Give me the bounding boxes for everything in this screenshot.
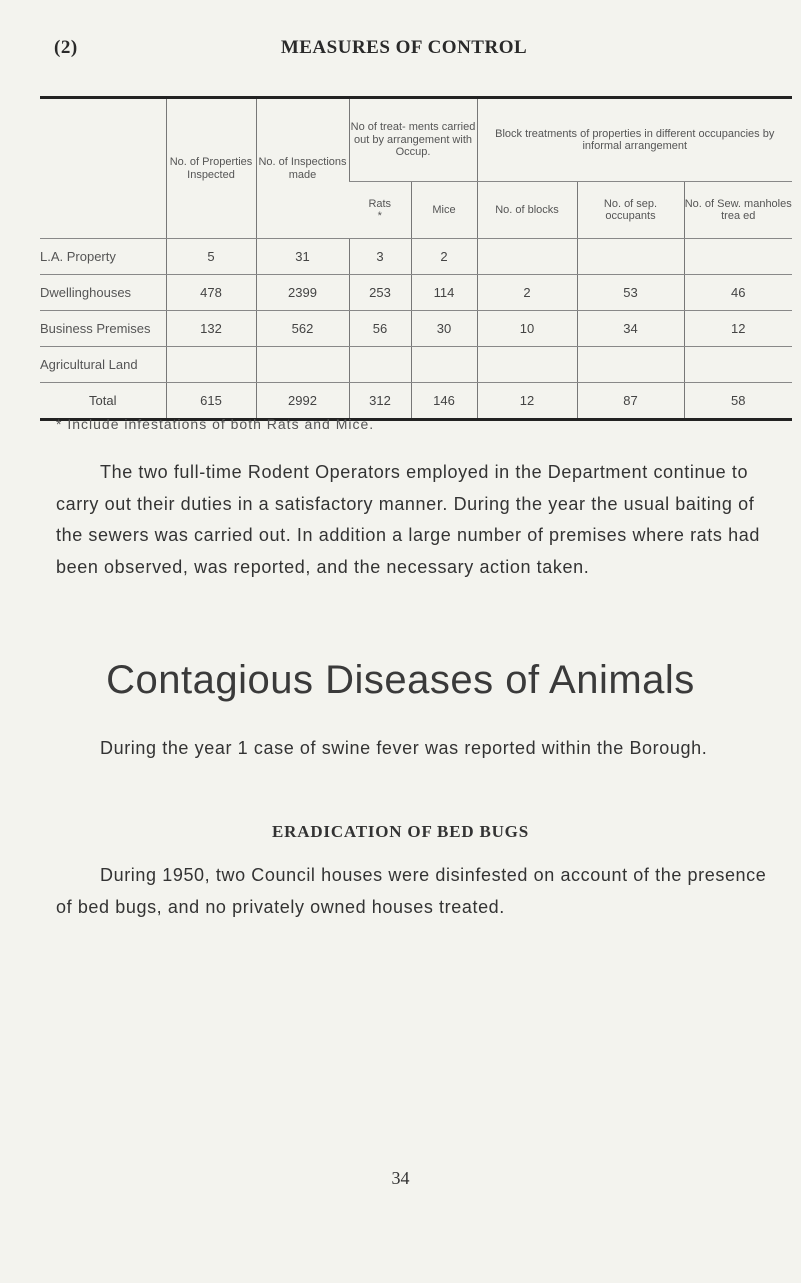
header-block-treatments-group: Block treatments of properties in different occupancies by informal arrangement	[477, 98, 792, 182]
section-heading: Contagious Diseases of Animals	[106, 658, 695, 702]
cell-rats	[349, 347, 411, 383]
cell-mice: 30	[411, 311, 477, 347]
table-footnote: * Include infestations of both Rats and Mice.	[56, 416, 375, 432]
cell-occupants	[577, 347, 684, 383]
cell-manholes: 46	[684, 275, 792, 311]
cell-rats: 253	[349, 275, 411, 311]
cell-inspections: 2992	[256, 383, 349, 420]
cell-blocks: 10	[477, 311, 577, 347]
table-row-total	[40, 383, 792, 420]
cell-mice	[411, 347, 477, 383]
header-inspections-made: No. of Inspections made	[256, 98, 349, 239]
header-rats-footnote-mark: *	[377, 210, 382, 222]
cell-blocks	[477, 347, 577, 383]
row-label: L.A. Property	[40, 239, 166, 275]
cell-blocks: 12	[477, 383, 577, 420]
header-blocks: No. of blocks	[477, 182, 577, 239]
page-number: 34	[391, 1168, 410, 1188]
cell-properties	[166, 347, 256, 383]
rodent-control-table	[40, 96, 792, 421]
cell-manholes: 12	[684, 311, 792, 347]
cell-blocks	[477, 239, 577, 275]
table-row	[40, 311, 792, 347]
cell-inspections: 562	[256, 311, 349, 347]
cell-properties: 615	[166, 383, 256, 420]
row-label: Business Premises	[40, 311, 166, 347]
paragraph-swine-fever: During the year 1 case of swine fever was reported within the Borough.	[100, 738, 708, 758]
table-row	[40, 347, 792, 383]
cell-manholes	[684, 347, 792, 383]
cell-mice: 2	[411, 239, 477, 275]
cell-rats: 3	[349, 239, 411, 275]
cell-occupants: 53	[577, 275, 684, 311]
header-sep-occupants: No. of sep. occupants	[577, 182, 684, 239]
cell-rats: 312	[349, 383, 411, 420]
running-title: MEASURES OF CONTROL	[280, 37, 528, 58]
header-rats-label: Rats	[368, 197, 392, 210]
running-header	[54, 37, 754, 61]
header-blank	[40, 98, 166, 239]
cell-mice: 114	[411, 275, 477, 311]
cell-inspections: 31	[256, 239, 349, 275]
cell-rats: 56	[349, 311, 411, 347]
table-row	[40, 239, 792, 275]
row-label: Agricultural Land	[40, 347, 166, 383]
paragraph-bed-bugs: During 1950, two Council houses were disinfested on account of the presence of bed bugs, and no privately owned houses treated.	[56, 865, 767, 917]
page-marker: (2)	[54, 37, 78, 58]
cell-properties: 5	[166, 239, 256, 275]
table-row	[40, 275, 792, 311]
cell-occupants: 87	[577, 383, 684, 420]
cell-inspections	[256, 347, 349, 383]
cell-properties: 478	[166, 275, 256, 311]
header-treatments-group: No of treat- ments carried out by arrangement with Occup.	[349, 98, 477, 182]
header-mice: Mice	[411, 182, 477, 239]
cell-occupants	[577, 239, 684, 275]
header-properties-inspected: No. of Properties Inspected	[166, 98, 256, 239]
cell-occupants: 34	[577, 311, 684, 347]
cell-blocks: 2	[477, 275, 577, 311]
subheading-bed-bugs: ERADICATION OF BED BUGS	[272, 822, 529, 841]
header-manholes: No. of Sew. manholes trea ed	[684, 182, 792, 239]
cell-manholes: 58	[684, 383, 792, 420]
paragraph-rodent-operators: The two full-time Rodent Operators employed in the Department continue to carry out their duties in a satisfactory manner. During the year the usual baiting of the sewers was carried out. In addition a large number of premises where rats had been observed, was reported, and the necessary action taken.	[56, 462, 760, 577]
row-label: Dwellinghouses	[40, 275, 166, 311]
cell-properties: 132	[166, 311, 256, 347]
cell-manholes	[684, 239, 792, 275]
header-rats	[349, 182, 411, 239]
cell-mice: 146	[411, 383, 477, 420]
cell-inspections: 2399	[256, 275, 349, 311]
row-label: Total	[40, 383, 166, 420]
